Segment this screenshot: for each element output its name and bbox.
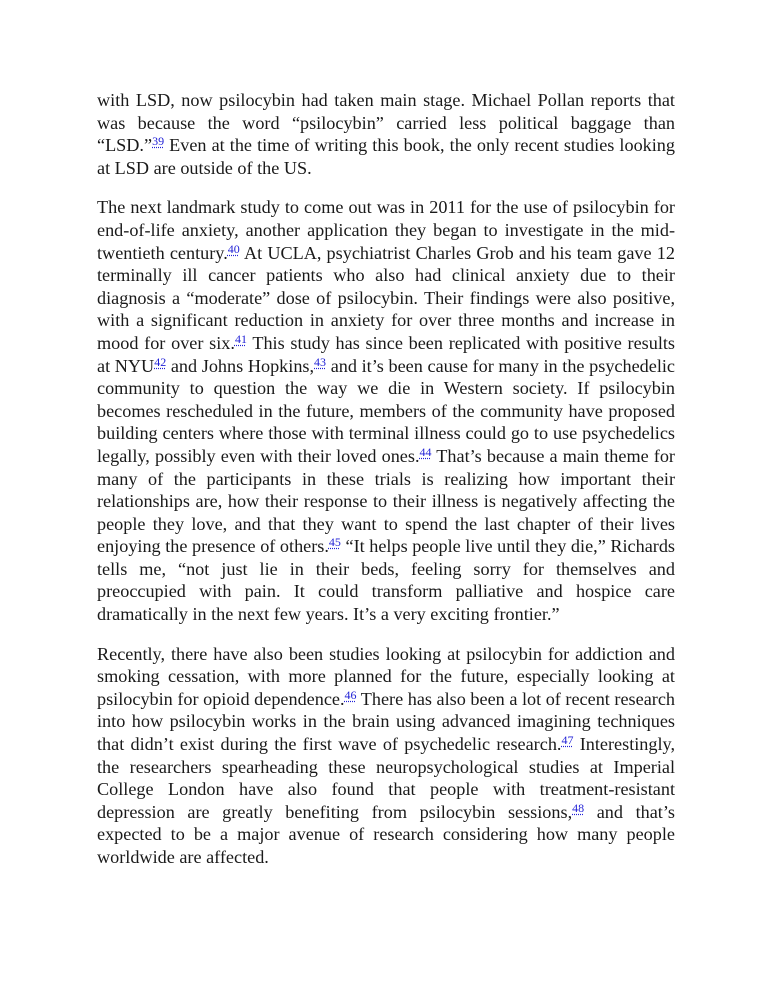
footnote-link-42[interactable]: 42 [154,354,167,369]
text-run: and Johns Hopkins, [166,355,315,376]
text-run: The next landmark study to come out was in 2011 for the use of psilocybin for end-of-life anxiety, another application they began to investigate in the mid-twentieth century. [97,197,675,263]
text-run: This study has since been replicated with positive results at NYU [97,332,676,376]
paragraph-3 [97,643,675,869]
text-run: Recently, there have also been studies looking at psilocybin for addiction and smoking cessation, with more planned for the future, especially looking at psilocybin for opioid dependence. [97,643,675,709]
footnote-link-45[interactable]: 45 [328,535,341,550]
footnote-link-48[interactable]: 48 [572,800,585,815]
text-run: Interestingly, the researchers spearheading these neuropsychological studies at Imperial College London have also found that people with treatment-resistant depression are greatly benefiting from psilocybin sessions, [97,734,676,822]
footnote-link-41[interactable]: 41 [234,331,247,346]
text-run: There has also been a lot of recent research into how psilocybin works in the brain using advanced imagining techniques that didn’t exist during the first wave of psychedelic research. [97,688,675,755]
paragraph-1 [97,89,675,179]
text-run: That’s because a main theme for many of the participants in these trials is realizing how important their relationships are, how their response to their illness is negatively affecting the people they love, and that they want to spend the last chapter of their lives enjoying the presence of others. [97,445,675,557]
text-run: and it’s been cause for many in the psychedelic community to question the way we die in Western society. If psilocybin becomes rescheduled in the future, members of the community have proposed building centers where those with terminal illness could go to use psychedelics legally, possibly even with their loved ones. [97,355,675,466]
text-run: Even at the time of writing this book, the only recent studies looking at LSD are outside of the US. [97,135,675,178]
footnote-link-47[interactable]: 47 [561,733,574,748]
text-run: with LSD, now psilocybin had taken main stage. Michael Pollan reports that was because the word “psilocybin” carried less political baggage than “LSD.” [97,90,675,156]
footnote-link-40[interactable]: 40 [227,241,240,256]
text-run: and that’s expected to be a major avenue of research considering how many people worldwide are affected. [97,801,675,867]
footnote-link-39[interactable]: 39 [152,134,165,149]
text-run: “It helps people live until they die,” Richards tells me, “not just lie in their beds, feeling sorry for themselves and preoccupied with pain. It could transform palliative and hospice care dramatically in the next few years. It’s a very exciting frontier.” [97,536,675,625]
footnote-link-46[interactable]: 46 [344,687,357,702]
paragraph-2 [97,196,675,625]
footnote-link-43[interactable]: 43 [314,354,327,369]
text-run: At UCLA, psychiatrist Charles Grob and his team gave 12 terminally ill cancer patients who also had clinical anxiety due to their diagnosis a “moderate” dose of psilocybin. Their findings were also positive, with a significant reduction in anxiety for over three months and increase in mood for over six. [97,242,675,353]
footnote-link-44[interactable]: 44 [419,444,432,459]
